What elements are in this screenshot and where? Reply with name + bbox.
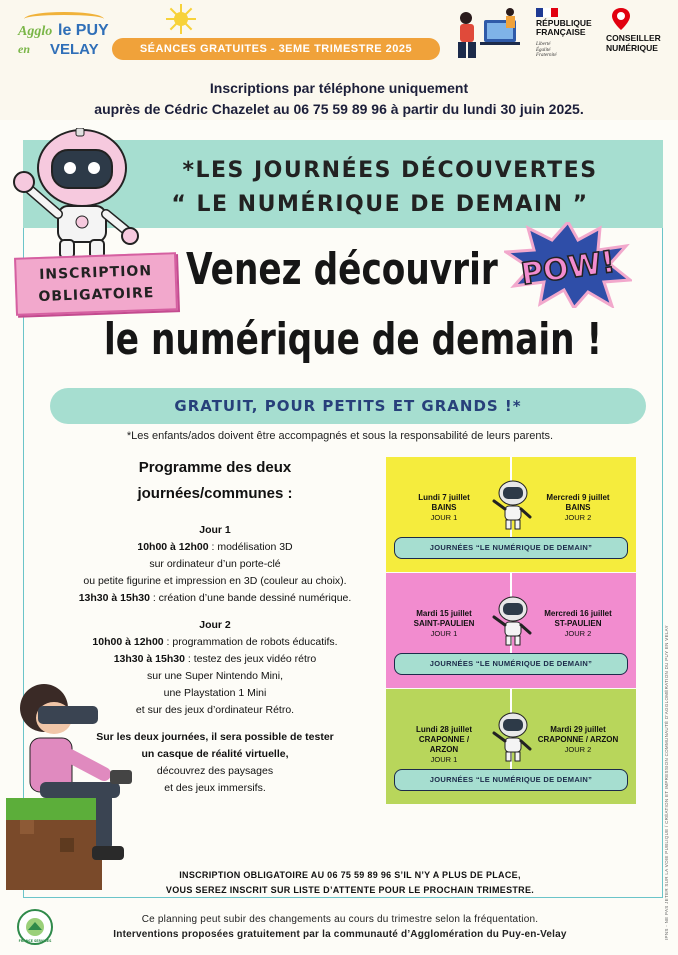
republique-line2: FRANÇAISE	[536, 27, 586, 37]
left-day: JOUR 1	[430, 629, 458, 638]
footer-info	[60, 912, 620, 942]
side-legal-text: IPNS - NE PAS JETER SUR LA VOIE PUBLIQUE / CRÉATION ET IMPRESSION COMMUNAUTÉ D’AGGLOMÉRATION DU PUY EN VELAY	[664, 625, 669, 940]
left-date: Lundi 28 juillet	[415, 725, 472, 734]
left-day: JOUR 1	[430, 513, 458, 522]
schedule-left	[404, 609, 484, 639]
logo-agglo: Agglo	[18, 24, 53, 39]
accompaniment-note: *Les enfants/ados doivent être accompagnés et sous la responsabilité de leurs parents.	[126, 430, 554, 442]
hero-title-line1: *LES JOURNÉES DÉCOUVERTES	[182, 158, 598, 183]
headline-line2: le numérique de demain !	[104, 314, 603, 365]
inscriptions-line1: Inscriptions par téléphone uniquement	[209, 80, 469, 96]
conseiller-line1: CONSEILLER	[606, 33, 661, 43]
robot-icon	[490, 711, 536, 763]
devise-egalite: Égalité	[536, 47, 551, 53]
pow-icon	[504, 222, 632, 308]
left-day: JOUR 1	[430, 755, 458, 764]
header	[0, 0, 678, 120]
badge-line1: INSCRIPTION	[38, 263, 153, 283]
jour1-time1: 10h00 à 12h00	[137, 541, 209, 553]
jour2-title: Jour 2	[199, 619, 231, 631]
schedule-pill: JOURNÉES “LE NUMÉRIQUE DE DEMAIN”	[394, 769, 628, 791]
devise-liberte: Liberté	[536, 42, 551, 47]
location-pin-icon	[612, 8, 630, 30]
right-date: Mercredi 9 juillet	[546, 493, 610, 502]
republique-line1: RÉPUBLIQUE	[536, 18, 592, 28]
jour2-time1: 10h00 à 12h00	[92, 636, 164, 648]
republique-francaise-logo	[536, 8, 604, 64]
pow-text: POW!	[518, 244, 618, 293]
footer-line1: INSCRIPTION OBLIGATOIRE AU 06 75 59 89 96 S’IL N’Y A PLUS DE PLACE,	[179, 870, 521, 880]
programme-title-line2: journées/communes :	[137, 485, 293, 502]
right-day: JOUR 2	[564, 513, 592, 522]
right-date: Mercredi 16 juillet	[544, 609, 612, 618]
left-date: Mardi 15 juillet	[416, 609, 472, 618]
left-place: CRAPONNE / ARZON	[418, 735, 470, 754]
robot-icon	[490, 479, 536, 531]
schedule-block-craponne	[386, 689, 636, 804]
jour1-text1: : modélisation 3D	[208, 541, 293, 553]
agglo-logo	[14, 10, 109, 60]
jour2-text2b: sur une Super Nintendo Mini,	[147, 670, 283, 682]
schedule-block-saint-paulien	[386, 573, 636, 688]
hero-title-line2: “ LE NUMÉRIQUE DE DEMAIN ”	[171, 192, 589, 217]
right-place: BAINS	[565, 503, 591, 512]
devise-fraternite: Fraternité	[536, 53, 557, 58]
right-date: Mardi 29 juillet	[550, 725, 606, 734]
vr-line1: Sur les deux journées, il sera possible de tester	[96, 731, 334, 743]
schedule-pill: JOURNÉES “LE NUMÉRIQUE DE DEMAIN”	[394, 537, 628, 559]
schedule-right	[532, 493, 624, 523]
france-services-text: FRANCE SERVICES	[18, 939, 52, 943]
right-day: JOUR 2	[564, 745, 592, 754]
robot-icon	[10, 128, 140, 260]
france-services-logo	[16, 908, 54, 946]
jour1-text2: : création d’une bande dessiné numérique.	[149, 592, 352, 604]
sun-icon	[166, 4, 196, 34]
vr-line3: découvrez des paysages	[156, 765, 274, 777]
right-day: JOUR 2	[564, 629, 592, 638]
footer-line4: Interventions proposées gratuitement par la communauté d’Agglomération du Puy-en-Velay	[113, 929, 567, 940]
programme-title	[100, 455, 330, 507]
inscriptions-text	[0, 78, 678, 120]
logo-velay: VELAY	[50, 41, 99, 58]
programme-title-line1: Programme des deux	[138, 459, 292, 476]
schedule-pill: JOURNÉES “LE NUMÉRIQUE DE DEMAIN”	[394, 653, 628, 675]
schedule-block-bains	[386, 457, 636, 572]
logo-le-puy: le PUY	[58, 22, 109, 39]
jour1-time2: 13h30 à 15h30	[78, 592, 150, 604]
inscriptions-line2: auprès de Cédric Chazelet au 06 75 59 89 96 à partir du lundi 30 juin 2025.	[94, 101, 584, 117]
robot-icon	[490, 595, 536, 647]
footer-line2: VOUS SEREZ INSCRIT SUR LISTE D’ATTENTE POUR LE PROCHAIN TRIMESTRE.	[165, 885, 535, 895]
gratuit-banner: GRATUIT, POUR PETITS ET GRANDS !*	[50, 388, 646, 424]
people-computer-icon	[450, 6, 526, 62]
jour2-text1: : programmation de robots éducatifs.	[163, 636, 338, 648]
jour2-text2d: et sur des jeux d’ordinateur Rétro.	[135, 704, 295, 716]
logo-en: en	[18, 42, 30, 56]
right-place: CRAPONNE / ARZON	[537, 735, 619, 744]
conseiller-numerique-logo	[606, 8, 672, 64]
badge-line2: OBLIGATOIRE	[38, 284, 155, 306]
vr-line2: un casque de réalité virtuelle,	[141, 748, 289, 760]
inscription-obligatoire-badge	[14, 252, 178, 316]
vr-kid-icon	[0, 678, 165, 898]
jour2-text2: : testez des jeux vidéo rétro	[184, 653, 317, 665]
vr-line4: et des jeux immersifs.	[164, 782, 266, 794]
jour2-time2: 13h30 à 15h30	[113, 653, 185, 665]
jour2-text2c: une Playstation 1 Mini	[163, 687, 267, 699]
left-date: Lundi 7 juillet	[418, 493, 470, 502]
jour1-text1c: ou petite figurine et impression en 3D (couleur au choix).	[83, 575, 347, 587]
schedule-right	[532, 725, 624, 755]
right-place: ST-PAULIEN	[554, 619, 602, 628]
conseiller-line2: NUMÉRIQUE	[606, 42, 658, 53]
headline-line1: Venez découvrir	[186, 244, 498, 295]
schedule-right	[532, 609, 624, 639]
left-place: BAINS	[431, 503, 457, 512]
schedule-left	[404, 725, 484, 765]
jour1-title: Jour 1	[199, 524, 231, 536]
seances-badge: SÉANCES GRATUITES - 3EME TRIMESTRE 2025	[112, 38, 440, 60]
footer-inscription	[110, 868, 590, 898]
footer-line3: Ce planning peut subir des changements au cours du trimestre selon la fréquentation.	[141, 914, 539, 925]
french-flag-icon	[536, 8, 558, 17]
schedule	[386, 457, 636, 804]
schedule-left	[404, 493, 484, 523]
left-place: SAINT-PAULIEN	[413, 619, 475, 628]
jour1-text1b: sur ordinateur d’un porte-clé	[149, 558, 281, 570]
